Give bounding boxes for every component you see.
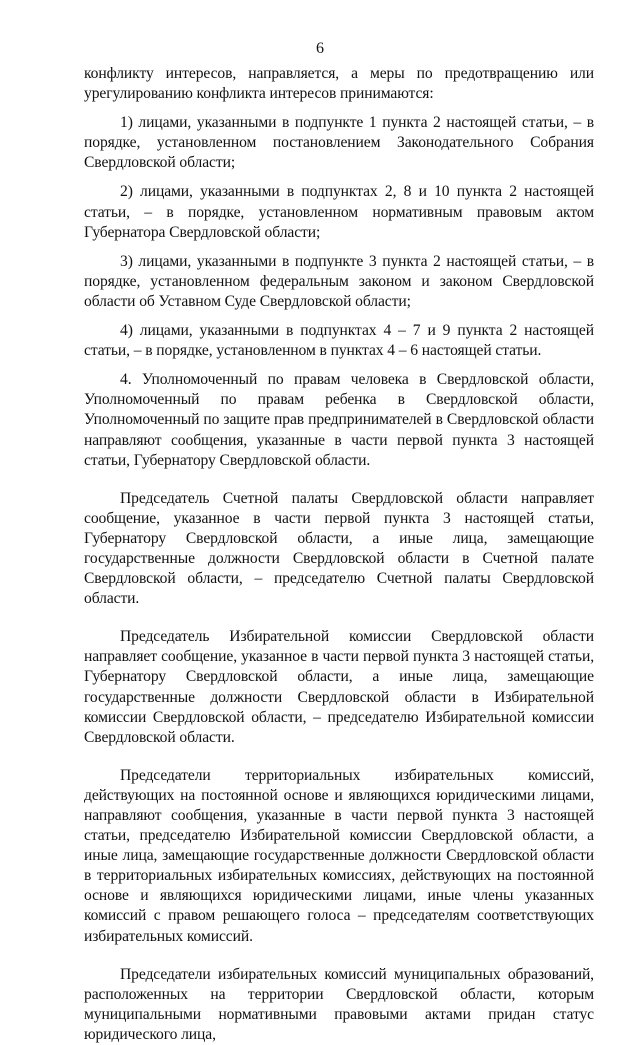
list-item-1: 1) лицами, указанными в подпункте 1 пункта 2 настоящей статьи, – в порядке, установленном постановлением Законодательного Собрания Свердловской области; — [84, 114, 594, 172]
page-number: 6 — [316, 40, 324, 57]
clause-4-paragraph: 4. Уполномоченный по правам человека в Свердловской области, Уполномоченный по правам ребенка в Свердловской области, Уполномоченный по защите прав предпринимателей в Свердловской области направляют сообщения, указанные в части первой пункта 3 настоящей статьи, Губернатору Свердловской области. — [84, 371, 594, 469]
document-body — [84, 64, 594, 1045]
paragraph-continuation: конфликту интересов, направляется, а меры по предотвращению или урегулированию конфликта интересов принимаются: — [84, 65, 594, 103]
election-commission-paragraph: Председатель Избирательной комиссии Свердловской области направляет сообщение, указанное в части первой пункта 3 настоящей статьи, Губернатору Свердловской области, а иные лица, замещающие государственные должности Свердловской области в Избирательной комиссии Свердловской области, – председателю Избирательной комиссии Свердловской области. — [84, 628, 594, 746]
accounts-chamber-paragraph: Председатель Счетной палаты Свердловской области направляет сообщение, указанное в части первой пункта 3 настоящей статьи, Губернатору Свердловской области, а иные лица, замещающие государственные должности Свердловской области в Счетной палате Свердловской области, – председателю Счетной палаты Свердловской области. — [84, 489, 594, 608]
list-item-2: 2) лицами, указанными в подпунктах 2, 8 и 10 пункта 2 настоящей статьи, – в порядке, установленном нормативным правовым актом Губернатора Свердловской области; — [84, 183, 594, 241]
list-item-4: 4) лицами, указанными в подпунктах 4 – 7 и 9 пункта 2 настоящей статьи, – в порядке, установленном в пунктах 4 – 6 настоящей статьи. — [84, 322, 594, 360]
territorial-commissions-paragraph: Председатели территориальных избирательных комиссий, действующих на постоянной основе и являющихся юридическими лицами, направляют сообщения, указанные в части первой пункта 3 настоящей статьи, председателю Избирательной комиссии Свердловской области, а иные лица, замещающие государственные должности Свердловской области в территориальных избирательных комиссиях, действующих на постоянной основе и являющихся юридическими лицами, иные члены указанных комиссий с правом решающего голоса – председателям соответствующих избирательных комиссий. — [84, 766, 594, 945]
list-item-3: 3) лицами, указанными в подпункте 3 пункта 2 настоящей статьи, – в порядке, установленном федеральным законом и законом Свердловской области об Уставном Суде Свердловской области; — [84, 252, 594, 310]
municipal-commissions-paragraph: Председатели избирательных комиссий муниципальных образований, расположенных на территории Свердловской области, которым муниципальными нормативными правовыми актами придан статус юридического лица, — [84, 965, 594, 1043]
